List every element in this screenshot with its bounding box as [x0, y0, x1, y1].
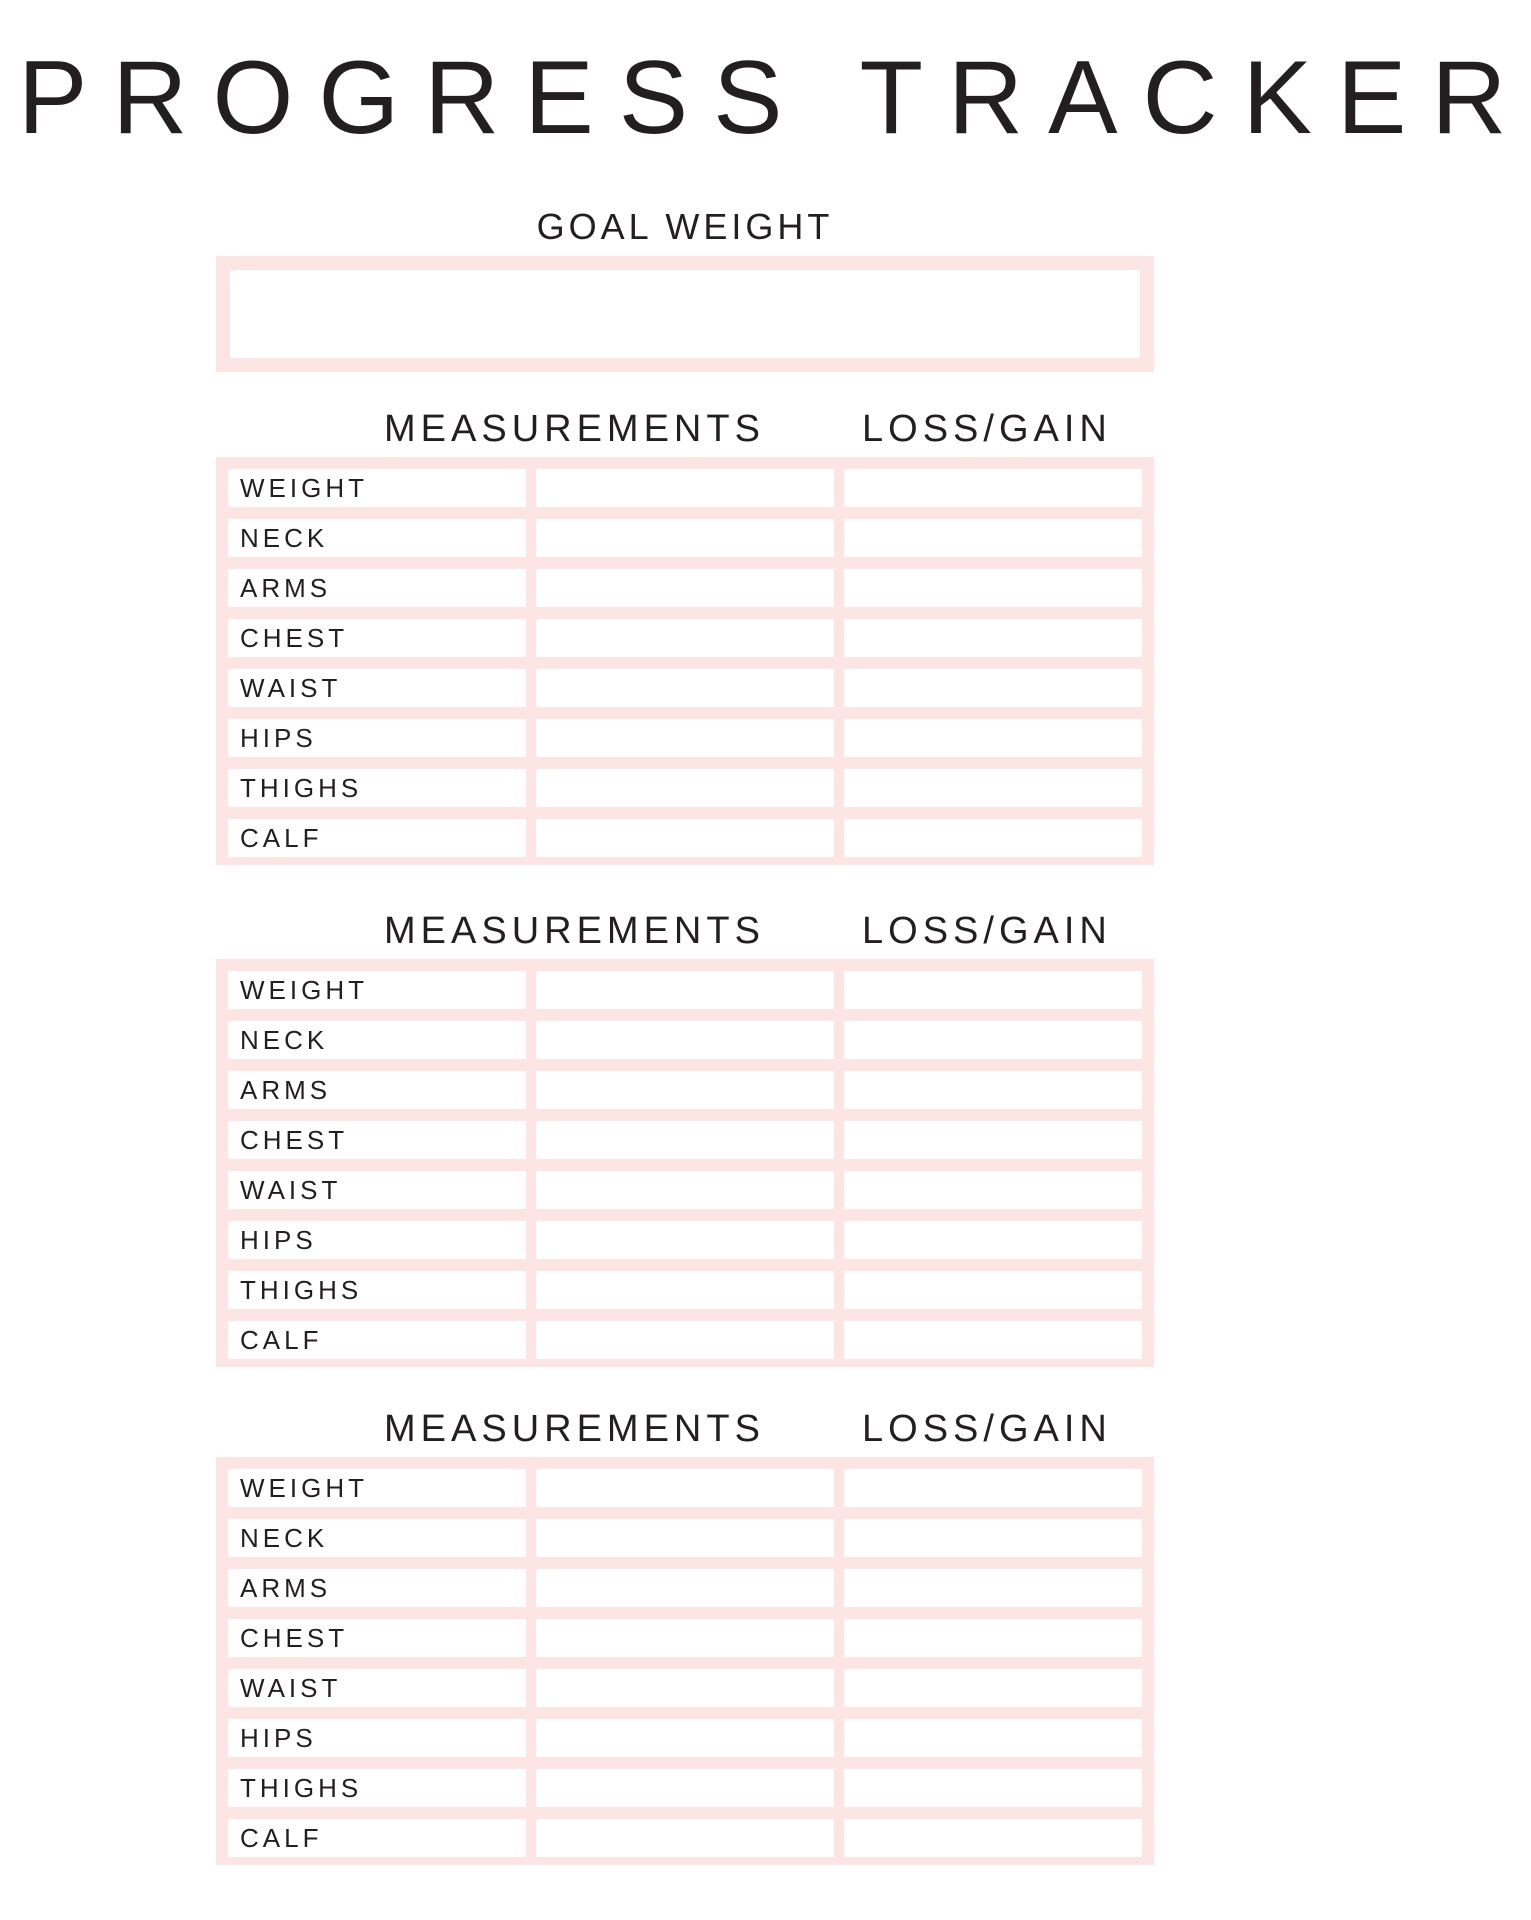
loss-gain-field[interactable] [844, 1569, 1142, 1607]
loss-gain-field[interactable] [844, 769, 1142, 807]
measurements-table [216, 1457, 1154, 1865]
measurement-field[interactable] [536, 1171, 834, 1209]
row-label-weight: WEIGHT [228, 1469, 526, 1507]
row-label-thighs: THIGHS [228, 769, 526, 807]
measurement-field[interactable] [536, 1321, 834, 1359]
table-row [228, 1519, 1142, 1557]
loss-gain-field[interactable] [844, 619, 1142, 657]
measurements-table [216, 457, 1154, 865]
row-label-hips: HIPS [228, 1719, 526, 1757]
measurement-field[interactable] [536, 1669, 834, 1707]
measurement-field[interactable] [536, 469, 834, 507]
row-label-neck: NECK [228, 1519, 526, 1557]
row-label-weight: WEIGHT [228, 469, 526, 507]
measurements-header: MEASUREMENTS [384, 1408, 765, 1450]
table-row [228, 469, 1142, 507]
row-label-calf: CALF [228, 819, 526, 857]
row-label-arms: ARMS [228, 1071, 526, 1109]
measurement-field[interactable] [536, 669, 834, 707]
measurement-field[interactable] [536, 971, 834, 1009]
loss-gain-field[interactable] [844, 1519, 1142, 1557]
row-label-hips: HIPS [228, 1221, 526, 1259]
table-row [228, 669, 1142, 707]
measurements-table [216, 959, 1154, 1367]
loss-gain-field[interactable] [844, 1321, 1142, 1359]
row-label-neck: NECK [228, 519, 526, 557]
measurements-section-3 [216, 1401, 1154, 1865]
measurement-field[interactable] [536, 1519, 834, 1557]
table-row [228, 1769, 1142, 1807]
table-row [228, 1819, 1142, 1857]
table-row [228, 1569, 1142, 1607]
loss-gain-field[interactable] [844, 669, 1142, 707]
table-row [228, 1469, 1142, 1507]
table-row [228, 1221, 1142, 1259]
loss-gain-field[interactable] [844, 1221, 1142, 1259]
section-header [216, 401, 1154, 457]
loss-gain-header: LOSS/GAIN [862, 1408, 1112, 1450]
table-row [228, 719, 1142, 757]
page-title: PROGRESS TRACKER [18, 40, 1531, 156]
loss-gain-field[interactable] [844, 469, 1142, 507]
loss-gain-field[interactable] [844, 1071, 1142, 1109]
measurement-field[interactable] [536, 719, 834, 757]
loss-gain-field[interactable] [844, 1769, 1142, 1807]
table-row [228, 971, 1142, 1009]
goal-weight-label: GOAL WEIGHT [536, 206, 834, 247]
row-label-chest: CHEST [228, 1619, 526, 1657]
measurement-field[interactable] [536, 1121, 834, 1159]
table-row [228, 1121, 1142, 1159]
loss-gain-field[interactable] [844, 1171, 1142, 1209]
table-row [228, 1021, 1142, 1059]
measurement-field[interactable] [536, 1071, 834, 1109]
measurement-field[interactable] [536, 1769, 834, 1807]
measurement-field[interactable] [536, 1619, 834, 1657]
row-label-waist: WAIST [228, 1171, 526, 1209]
loss-gain-field[interactable] [844, 1121, 1142, 1159]
row-label-waist: WAIST [228, 669, 526, 707]
row-label-waist: WAIST [228, 1669, 526, 1707]
measurement-field[interactable] [536, 1021, 834, 1059]
measurement-field[interactable] [536, 569, 834, 607]
table-row [228, 1719, 1142, 1757]
loss-gain-field[interactable] [844, 719, 1142, 757]
goal-weight-field[interactable] [216, 256, 1154, 372]
loss-gain-field[interactable] [844, 1619, 1142, 1657]
row-label-arms: ARMS [228, 569, 526, 607]
loss-gain-field[interactable] [844, 569, 1142, 607]
table-row [228, 1321, 1142, 1359]
loss-gain-header: LOSS/GAIN [862, 408, 1112, 450]
row-label-chest: CHEST [228, 619, 526, 657]
loss-gain-field[interactable] [844, 1469, 1142, 1507]
measurements-section-1 [216, 401, 1154, 865]
table-row [228, 1271, 1142, 1309]
table-row [228, 1071, 1142, 1109]
loss-gain-field[interactable] [844, 519, 1142, 557]
row-label-thighs: THIGHS [228, 1769, 526, 1807]
measurement-field[interactable] [536, 1569, 834, 1607]
loss-gain-field[interactable] [844, 1669, 1142, 1707]
measurement-field[interactable] [536, 619, 834, 657]
measurement-field[interactable] [536, 1469, 834, 1507]
row-label-chest: CHEST [228, 1121, 526, 1159]
measurements-header: MEASUREMENTS [384, 408, 765, 450]
loss-gain-field[interactable] [844, 1719, 1142, 1757]
loss-gain-field[interactable] [844, 1021, 1142, 1059]
row-label-calf: CALF [228, 1819, 526, 1857]
section-header [216, 1401, 1154, 1457]
loss-gain-field[interactable] [844, 971, 1142, 1009]
measurements-header: MEASUREMENTS [384, 910, 765, 952]
measurement-field[interactable] [536, 519, 834, 557]
measurement-field[interactable] [536, 1221, 834, 1259]
row-label-thighs: THIGHS [228, 1271, 526, 1309]
table-row [228, 1669, 1142, 1707]
table-row [228, 519, 1142, 557]
table-row [228, 819, 1142, 857]
row-label-calf: CALF [228, 1321, 526, 1359]
table-row [228, 769, 1142, 807]
table-row [228, 1619, 1142, 1657]
loss-gain-header: LOSS/GAIN [862, 910, 1112, 952]
table-row [228, 619, 1142, 657]
row-label-hips: HIPS [228, 719, 526, 757]
measurement-field[interactable] [536, 819, 834, 857]
measurements-section-2 [216, 903, 1154, 1367]
table-row [228, 1171, 1142, 1209]
row-label-arms: ARMS [228, 1569, 526, 1607]
section-header [216, 903, 1154, 959]
loss-gain-field[interactable] [844, 1271, 1142, 1309]
measurement-field[interactable] [536, 769, 834, 807]
measurement-field[interactable] [536, 1271, 834, 1309]
measurement-field[interactable] [536, 1719, 834, 1757]
row-label-weight: WEIGHT [228, 971, 526, 1009]
measurement-field[interactable] [536, 1819, 834, 1857]
row-label-neck: NECK [228, 1021, 526, 1059]
loss-gain-field[interactable] [844, 1819, 1142, 1857]
loss-gain-field[interactable] [844, 819, 1142, 857]
table-row [228, 569, 1142, 607]
